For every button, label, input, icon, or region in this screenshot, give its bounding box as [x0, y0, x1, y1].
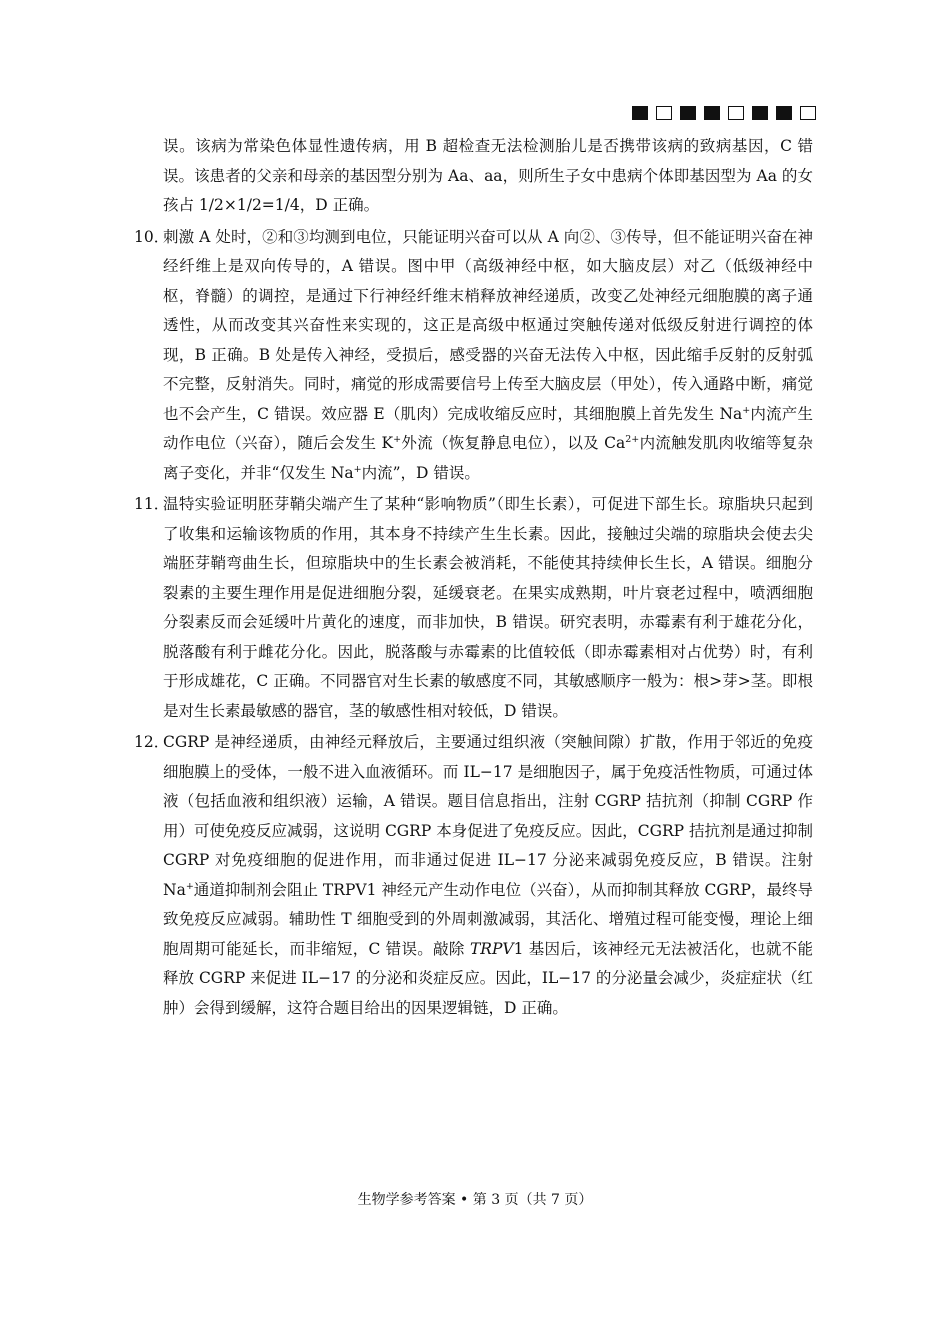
explanation-text: 温特实验证明胚芽鞘尖端产生了某种“影响物质”（即生长素），可促进下部生长。琼脂块只起到了收集和运输该物质的作用，其本身不持续产生生长素。因此，接触过尖端的琼脂块会使去尖端胚芽鞘弯曲生长，但琼脂块中的生长素会被消耗，不能使其持续伸长生长，A 错误。细胞分裂素的主要生理作用是促进细胞分裂，延缓衰老。在果实成熟期，叶片衰老过程中，喷洒细胞分裂素反而会延缓叶片黄化的速度，而非加快，B 错误。研究表明，赤霉素有利于雄花分化，脱落酸有利于雌花分化。因此，脱落酸与赤霉素的比值较低（即赤霉素相对占优势）时，有利于形成雄花，C 正确。不同器官对生长素的敏感度不同，其敏感顺序一般为：根>芽>茎。即根是对生长素最敏感的器官，茎的敏感性相对较低，D 错误。: [163, 495, 813, 720]
explanation-text: 内流”，D 错误。: [361, 463, 480, 482]
filled-square-icon: [632, 106, 648, 120]
empty-square-icon: [656, 106, 672, 120]
explanation-text: 内流触发肌肉收缩等复杂离子变化，并非“仅发生 Na: [163, 434, 813, 482]
superscript: +: [742, 404, 751, 416]
header-square-marks: [632, 106, 816, 120]
empty-square-icon: [728, 106, 744, 120]
superscript: +: [353, 463, 362, 475]
answer-content: [0, 132, 950, 1023]
explanation-text: 外流（恢复静息电位），以及 Ca: [401, 434, 626, 452]
continuation-text: 误。该病为常染色体显性遗传病，用 B 超检查无法检测胎儿是否携带该病的致病基因，C 错误。该患者的父亲和母亲的基因型分别为 Aa、aa，则所生子女中患病个体即基因型为 Aa 的女孩占 1/2×1/2=1/4，D 正确。: [163, 137, 813, 214]
explanation-text: 1 基因后，该神经元无法被活化，也就不能释放 CGRP 来促进 IL−17 的分泌和炎症反应。因此，IL−17 的分泌量会减少，炎症症状（红肿）会得到缓解，这符合题目给出的因果逻辑链，D 正确。: [163, 939, 813, 1017]
filled-square-icon: [680, 106, 696, 120]
gene-name: TRPV: [469, 939, 514, 958]
explanation-text: 内流产生动作电位（兴奋），随后会发生 K: [163, 404, 813, 452]
explanation-text: 刺激 A 处时，②和③均测到电位，只能证明兴奋可以从 A 向②、③传导，但不能证明兴奋在神经纤维上是双向传导的，A 错误。图中甲（高级神经中枢，如大脑皮层）对乙（低级神经中枢，脊髓）的调控，是通过下行神经纤维末梢释放神经递质，改变乙处神经元细胞膜的离子通透性，从而改变其兴奋性来实现的，这正是高级中枢通过突触传递对低级反射进行调控的体现，B 正确。B 处是传入神经，受损后，感受器的兴奋无法传入中枢，因此缩手反射的反射弧不完整，反射消失。同时，痛觉的形成需要信号上传至大脑皮层（甲处），传入通路中断，痛觉也不会产生，C 错误。效应器 E（肌肉）完成收缩反应时，其细胞膜上首先发生 Na: [163, 227, 813, 423]
filled-square-icon: [776, 106, 792, 120]
explanation-text: CGRP 是神经递质，由神经元释放后，主要通过组织液（突触间隙）扩散，作用于邻近的免疫细胞膜上的受体，一般不进入血液循环。而 IL−17 是细胞因子，属于免疫活性物质，可通过体液（包括血液和组织液）运输，A 错误。题目信息指出，注射 CGRP 拮抗剂（抑制 CGRP 作用）可使免疫反应减弱，这说明 CGRP 本身促进了免疫反应。因此，CGRP 拮抗剂是通过抑制 CGRP 对免疫细胞的促进作用，而非通过促进 IL−17 分泌来减弱免疫反应，B 错误。注射 Na: [163, 733, 813, 899]
question-9-continuation: [0, 132, 950, 221]
question-12-explanation: [0, 728, 950, 1023]
page-footer: 生物学参考答案 • 第 3 页（共 7 页）: [357, 1192, 593, 1208]
question-number: 10．: [134, 227, 170, 246]
explanation-text: 通道抑制剂会阻止 TRPV1 神经元产生动作电位（兴奋），从而抑制其释放 CGRP，最终导致免疫反应减弱。辅助性 T 细胞受到的外周刺激减弱，其活化、增殖过程可能变慢，理论上细胞周期可能延长，而非缩短，C 错误。敲除: [163, 880, 813, 958]
superscript: +: [185, 880, 194, 892]
filled-square-icon: [704, 106, 720, 120]
question-number: 11．: [134, 495, 170, 513]
superscript: +: [393, 434, 402, 445]
question-10-explanation: [0, 223, 950, 489]
filled-square-icon: [752, 106, 768, 120]
superscript: 2+: [625, 434, 640, 445]
question-number: 12．: [134, 733, 170, 751]
empty-square-icon: [800, 106, 816, 120]
question-11-explanation: [0, 490, 950, 726]
